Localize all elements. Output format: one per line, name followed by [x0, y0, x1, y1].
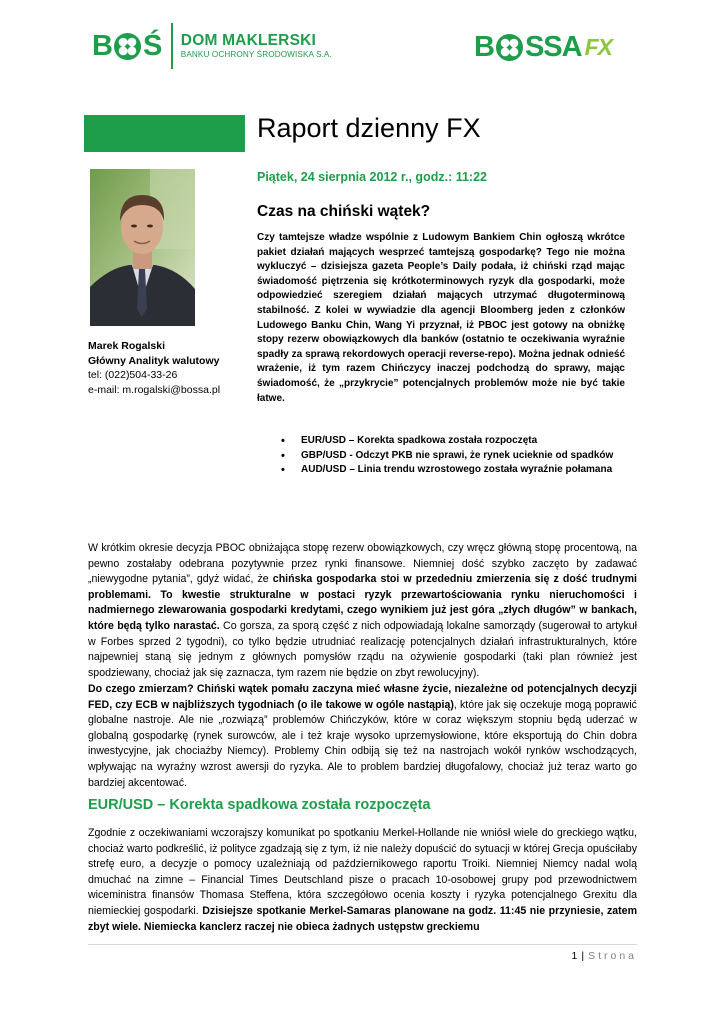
- body-paragraph-2: [88, 682, 637, 791]
- analyst-photo: [90, 169, 195, 326]
- p2-text-a: Do czego zmierzam? Chiński wątek pomału zaczyna mieć własne życie, niezależne od potencjalnych decyzji FED, czy ECB w najbliższych tygodniach (o ile takowe w ogóle nastąpią): [88, 683, 637, 711]
- summary-bullets: [281, 434, 625, 478]
- p3-text-a: Zgodnie z oczekiwaniami wczorajszy komunikat po spotkaniu Merkel-Hollande nie wniósł wiele do greckiego wątku, chociaż warto podkreślić, iż polityce zgadzają się z tym, iż nie należy dopuścić do sytuacji w której Grecja opuściłaby strefę euro, a decyzje o pomocy uzależniają od październikowego raportu Troiki. Niemniej Niemcy nadal wolą dmuchać na zimne – Financial Times Deutschland pisze o pracach 10-osobowej grupy pod przewodnictwem wiceministra finansów Thomasa Steffena, która szczegółowo ocenia koszty i ryzyka potencjalnego Grexitu dla niemieckiej gospodarki.: [88, 827, 637, 917]
- fx-badge: FX: [584, 33, 612, 60]
- report-headline: Czas na chiński wątek?: [257, 203, 431, 220]
- dm-subtitle: BANKU OCHRONY ŚRODOWISKA S.A.: [180, 50, 332, 59]
- analyst-name: Marek Rogalski: [88, 340, 166, 352]
- p1-text-a: W krótkim okresie decyzja PBOC obniżająca stopę rezerw obowiązkowych, czy wręcz główną stopę procentową, na pewno zostałaby odebrana pozytywnie przez rynki finansowe. Niemniej dość szybko zaczęto by zadawać „niewygodne pytania”, gdyż widać, że: [88, 542, 637, 586]
- portrait-image: [90, 169, 195, 326]
- report-date: Piątek, 24 sierpnia 2012 r., godz.: 11:22: [257, 170, 487, 184]
- bos-logo: [92, 22, 332, 70]
- body-paragraph-3: [88, 826, 637, 935]
- p1-text-c: Co gorsza, za sporą część z nich odpowiadają lokalne samorządy (sugerował to artykuł w Forbes sprzed 2 tygodni), co tylko będzie utrudniać realizację potencjalnych działań infrastrukturalnych, które najpewniej staną się jednym z głównych pomysłów rządu na ożywienie gospodarki (taki plan również jest spodziewany, chociaż jak się zaznacza, tym razem nie będzie on zbyt rewolucyjny).: [88, 619, 637, 679]
- page-footer: [510, 950, 637, 962]
- bos-letter-b: B: [92, 29, 112, 62]
- bos-wordmark: [92, 30, 161, 63]
- page-number: 1: [571, 950, 578, 962]
- bossa-letters-ssa: SSA: [524, 30, 582, 63]
- bossa-letter-b: B: [474, 30, 494, 63]
- footer-separator: |: [581, 950, 585, 962]
- p2-text-b: , które jak się oczekuje mogą poprawić globalne nastroje. Ale nie „rozwiązą” problemów Chińczyków, które w coraz większym stopniu będą uderzać w globalną gospodarkę (rynek surowców, ale i też kraje wysoko uprzemysłowione, które eksportują do Chin dobra inwestycyjne, jak chociażby Niemcy). Problemy Chin odbiją się też na nastrojach wokół rynków wschodzących, wpływając na wyraźny wzrost awersji do ryzyka. Ale to problem bardziej długofalowy, chociaż już teraz warto go bardziej akcentować.: [88, 698, 637, 789]
- bullet-item-eurusd: • EUR/USD – Korekta spadkowa została rozpoczęta: [281, 434, 625, 449]
- p1-text-b: chińska gospodarka stoi w przededniu zmierzenia się z dość trudnymi problemami. To kwestie strukturalne w postaci ryzyk przewartościowania rynku nieruchomości i nadmiernego zlewarowania gospodarki kredytami, czego wynikiem już jest góra „złych długów” w bankach, które będą tylko narastać.: [88, 573, 637, 632]
- bullet-item-gbpusd: • GBP/USD - Odczyt PKB nie sprawi, że rynek ucieknie od spadków: [281, 449, 625, 464]
- clover-icon: [113, 32, 142, 61]
- analyst-phone: tel: (022)504-33-26: [88, 369, 178, 381]
- bossa-fx-logo: [474, 30, 612, 64]
- dm-title: DOM MAKLERSKI: [180, 32, 317, 49]
- bos-letter-s: Ś: [142, 29, 162, 62]
- page-label: Strona: [588, 950, 637, 962]
- bossa-wordmark: [474, 31, 582, 64]
- dm-text: [181, 32, 332, 60]
- bullet-item-audusd: • AUD/USD – Linia trendu wzrostowego została wyraźnie połamana: [281, 463, 625, 478]
- footer-divider: [88, 944, 637, 945]
- title-accent-bar: [84, 115, 245, 152]
- analyst-info: [88, 339, 248, 397]
- p3-text-b: Dzisiejsze spotkanie Merkel-Samaras planowane na godz. 11:45 nie przyniesie, zatem zbyt wiele. Niemiecka kanclerz raczej nie obiecа żadnych ustępstw greckiemu: [88, 904, 637, 933]
- body-paragraph-1: [88, 541, 637, 681]
- analyst-email[interactable]: e-mail: m.rogalski@bossa.pl: [88, 383, 221, 396]
- analyst-role: Główny Analityk walutowy: [88, 354, 220, 367]
- report-title: Raport dzienny FX: [257, 113, 481, 143]
- lead-paragraph: Czy tamtejsze władze wspólnie z Ludowym Bankiem Chin ogłoszą wkrótce pakiet działań mających wesprzeć tamtejszą gospodarkę? Tego nie można wykluczyć – dzisiejsza gazeta People’s Daily podała, iż chiński rząd mając świadomość piętrzenia się krótkoterminowych ryzyk dla gospodarki, może odpowiedzieć szeregiem działań mających utrzymać długoterminową stabilność. Z kolei w wywiadzie dla agencji Bloomberg jeden z członków Ludowego Banku Chin, Wang Yi przyznał, iż PBOC jest gotowy na obniżkę stopy rezerw obowiązkowych dla banków (ostatnio te oczekiwania wyraźnie spadły za sprawą rekordowych operacji reverse-repo). Można jednak odnieść wrażenie, iż tym razem Chińczycy inaczej podchodzą do sprawy, mając świadomość, że „przykrycie” potencjalnych problemów może nie być takie łatwe.: [257, 232, 625, 404]
- section-heading-eurusd: EUR/USD – Korekta spadkowa została rozpoczęta: [88, 797, 431, 813]
- clover-icon: [495, 33, 524, 62]
- logo-divider: [171, 23, 173, 69]
